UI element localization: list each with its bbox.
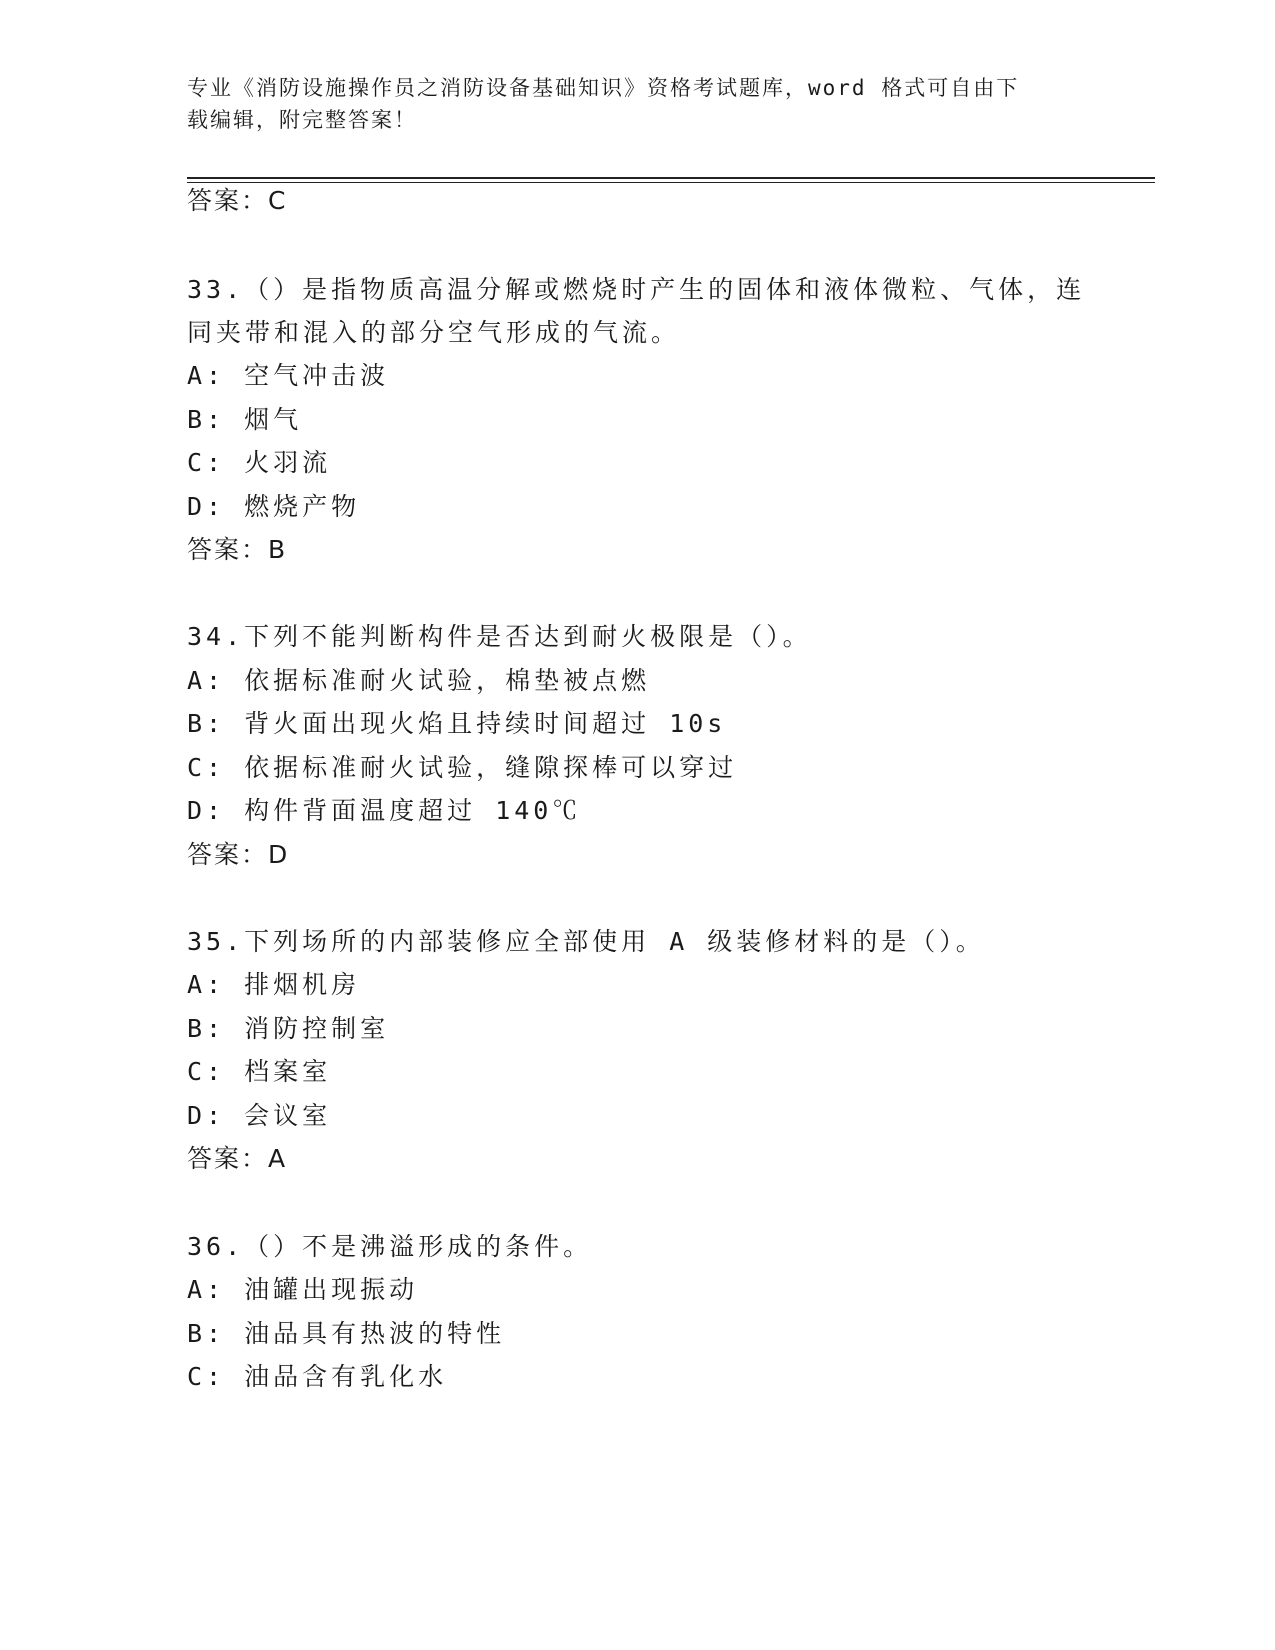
question-35-option-d: D: 会议室 [187,1101,332,1130]
question-35-option-a: A: 排烟机房 [187,970,361,999]
question-34-option-b: B: 背火面出现火焰且持续时间超过 10s [187,709,727,738]
question-35-stem: 35.下列场所的内部装修应全部使用 A 级装修材料的是（）。 [187,927,985,956]
header-divider-top [187,177,1155,179]
question-33-option-d: D: 燃烧产物 [187,492,361,521]
document-intro [187,72,1067,136]
question-34-option-c: C: 依据标准耐火试验，缝隙探棒可以穿过 [187,753,738,782]
question-36-option-c: C: 油品含有乳化水 [187,1362,448,1391]
intro-line-1: 专业《消防设施操作员之消防设备基础知识》资格考试题库，word 格式可自由下 [187,76,1020,100]
question-36-option-b: B: 油品具有热波的特性 [187,1319,506,1348]
question-33-option-a: A: 空气冲击波 [187,361,390,390]
question-34-stem: 34.下列不能判断构件是否达到耐火极限是（）。 [187,622,812,651]
question-33-option-b: B: 烟气 [187,405,303,434]
answer-35: 答案：A [187,1144,288,1173]
answer-33: 答案：B [187,535,288,564]
question-35-option-b: B: 消防控制室 [187,1014,390,1043]
question-36-stem: 36.（）不是沸溢形成的条件。 [187,1232,593,1261]
intro-line-2: 载编辑，附完整答案！ [187,108,417,132]
question-35-option-c: C: 档案室 [187,1057,332,1086]
answer-32: 答案：C [187,186,288,215]
question-34-option-a: A: 依据标准耐火试验，棉垫被点燃 [187,666,651,695]
question-33-stem-line-1: 33.（）是指物质高温分解或燃烧时产生的固体和液体微粒、气体，连 [187,275,1086,304]
answer-34: 答案：D [187,840,290,869]
question-34-option-d: D: 构件背面温度超过 140℃ [187,796,582,825]
header-divider-bottom [187,182,1155,183]
question-33-option-c: C: 火羽流 [187,448,332,477]
question-33-stem-line-2: 同夹带和混入的部分空气形成的气流。 [187,318,681,347]
question-36-option-a: A: 油罐出现振动 [187,1275,419,1304]
